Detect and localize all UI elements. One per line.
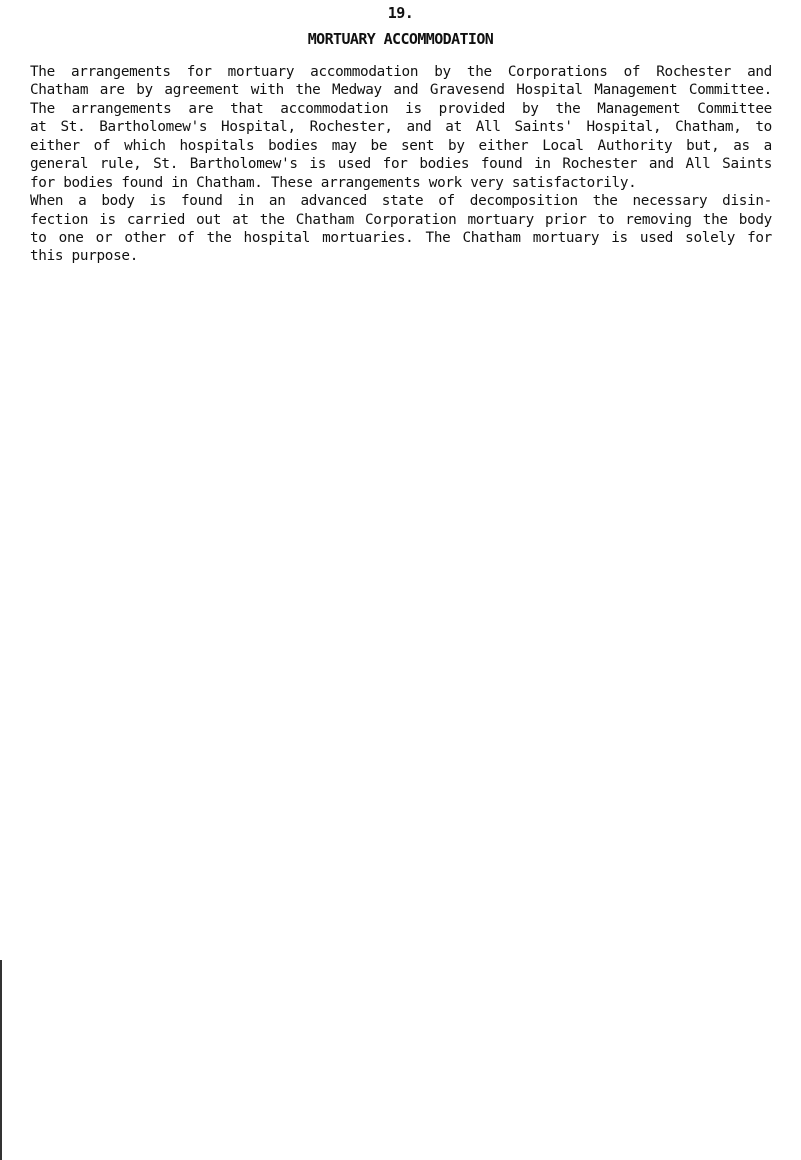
body-line: The arrangements for mortuary accommodation by the Corporations of Rochester and (30, 64, 772, 80)
scan-edge-mark (0, 960, 2, 1160)
page-number: 19. (387, 4, 414, 22)
body-line: When a body is found in an advanced state of decomposition the necessary disin- (30, 193, 772, 210)
body-line: for bodies found in Chatham. These arrangements work very satisfactorily. (30, 174, 637, 191)
body-line: at St. Bartholomew's Hospital, Rochester, and at All Saints' Hospital, Chatham, to (30, 119, 772, 136)
body-line: to one or other of the hospital mortuaries. The Chatham mortuary is used solely for (30, 229, 772, 246)
body-line: The arrangements are that accommodation is provided by the Management Committee (30, 100, 772, 117)
body-line: this purpose. (30, 248, 138, 265)
body-line: fection is carried out at the Chatham Corporation mortuary prior to removing the body (30, 211, 772, 228)
body-line: either of which hospitals bodies may be sent by either Local Authority but, as a (30, 137, 772, 154)
body-line: Chatham are by agreement with the Medway and Gravesend Hospital Management Committee. (30, 82, 772, 99)
body-text (30, 63, 772, 266)
body-line: general rule, St. Bartholomew's is used for bodies found in Rochester and All Saints (30, 156, 772, 173)
page-title: MORTUARY ACCOMMODATION (307, 30, 494, 48)
